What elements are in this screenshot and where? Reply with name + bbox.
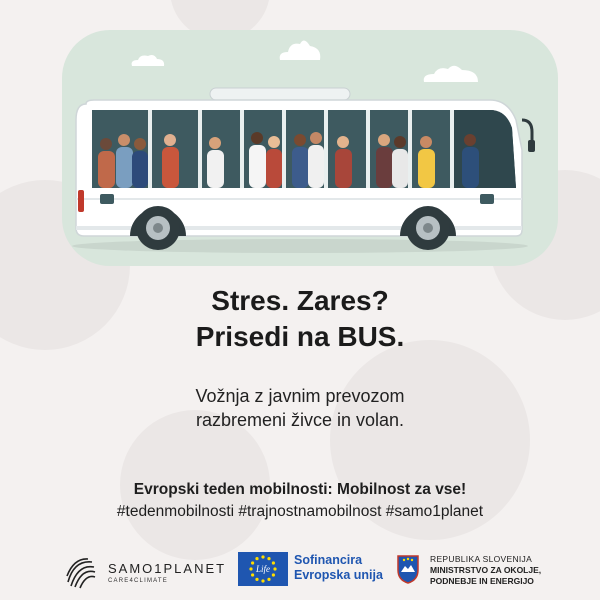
life-label: Life	[255, 564, 271, 574]
eu-line-1: Sofinancira	[294, 553, 363, 567]
samo1planet-logo	[62, 552, 227, 588]
eu-flag-icon	[238, 552, 288, 586]
footer-logos	[0, 548, 600, 592]
event-hashtags: #tedenmobilnosti #trajnostnamobilnost #samo1planet	[116, 503, 484, 520]
cloud-icon	[276, 36, 324, 62]
event-title: Evropski teden mobilnosti: Mobilnost za vse!	[133, 481, 467, 498]
subtext-line-2: razbremeni živce in volan.	[195, 410, 405, 430]
wheel-icon	[406, 206, 450, 250]
samo1planet-emblem-icon	[62, 554, 98, 590]
samo1planet-name: SAMO1PLANET	[108, 561, 227, 576]
event-info	[0, 479, 600, 523]
samo1planet-tagline: CARE4CLIMATE	[108, 578, 168, 584]
headline-line-2: Prisedi na BUS.	[195, 321, 405, 352]
wheel-icon	[136, 206, 180, 250]
ministry-line-2: MINISTRSTVO ZA OKOLJE,	[430, 565, 542, 575]
subtext-line-1: Vožnja z javnim prevozom	[195, 386, 405, 406]
ministry-line-1: REPUBLIKA SLOVENIJA	[430, 554, 533, 564]
headline-line-1: Stres. Zares?	[211, 285, 389, 316]
ministry-text	[430, 554, 541, 587]
eu-line-2: Evropska unija	[294, 568, 383, 582]
cloud-icon	[128, 52, 168, 68]
bus-icon	[60, 80, 540, 260]
slovenia-coat-of-arms-icon	[396, 554, 420, 584]
headline	[0, 283, 600, 355]
ministry-line-3: PODNEBJE IN ENERGIJO	[430, 576, 534, 586]
eu-cofunding-text	[294, 553, 383, 583]
subtext	[0, 384, 600, 432]
